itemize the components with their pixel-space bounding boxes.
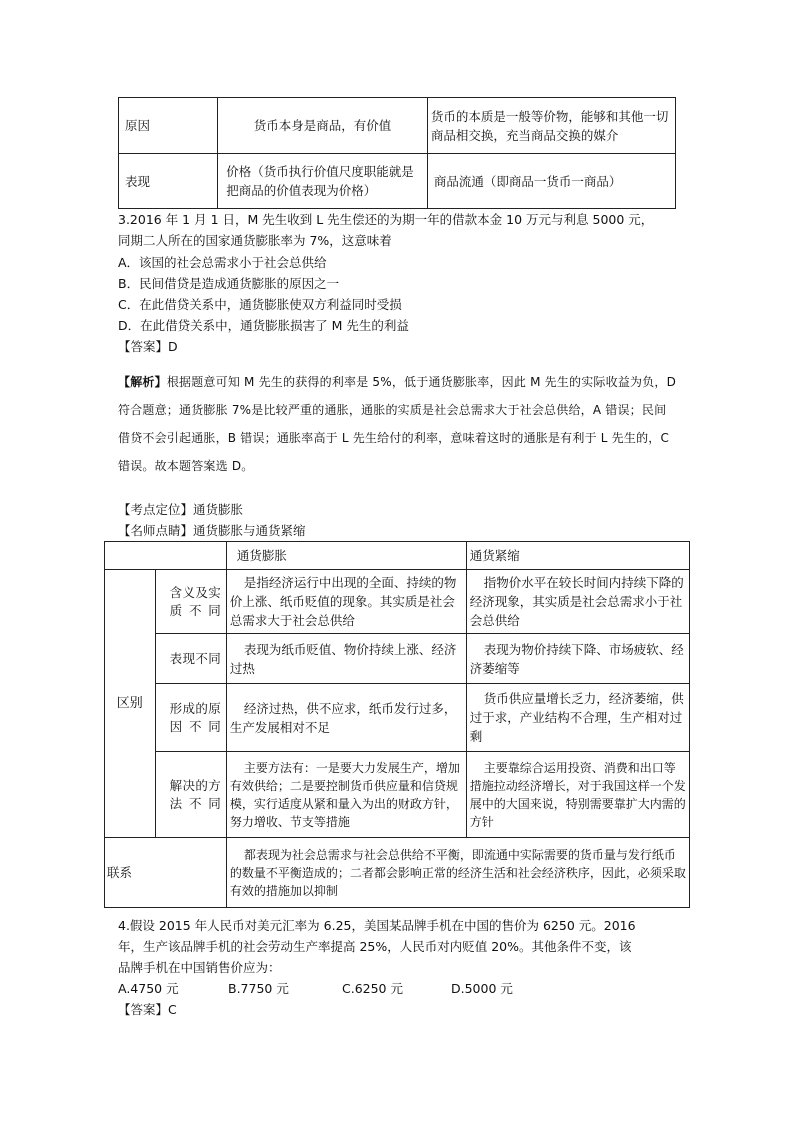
table-cell: 商品流通（即商品一货币一商品）: [427, 154, 675, 209]
option-d: D．在此借贷关系中，通货膨胀损害了 M 先生的利益: [118, 318, 409, 333]
table-cell: 价格（货币执行价值尺度职能就是把商品的价值表现为价格）: [218, 154, 428, 209]
row-label: 解决的方法不同: [155, 752, 226, 838]
table-row: [105, 838, 690, 908]
option-b: B．民间借贷是造成通货膨胀的原因之一: [118, 276, 340, 291]
answer: 【答案】D: [118, 339, 178, 354]
inflation-cell: 是指经济运行中出现的全面、持续的物价上涨、纸币贬值的现象。其实质是社会总需求大于社会总供给: [226, 570, 466, 634]
table-cell: 货币的本质是一般等价物，能够和其他一切商品相交换，充当商品交换的媒介: [427, 98, 675, 154]
deflation-cell: 货币供应量增长乏力，经济萎缩，供过于求，产业结构不合理，生产相对过剩: [466, 684, 689, 752]
inflation-cell: 主要方法有：一是要大力发展生产，增加有效供给；二是要控制货币供应量和信贷规模，实行适度从紧和量入为出的财政方针，努力增收、节支等措施: [226, 752, 466, 838]
header-blank: [105, 542, 227, 570]
table-row: [119, 154, 676, 209]
table-row: [105, 570, 690, 634]
analysis-label: 【解析】: [118, 375, 167, 389]
row-label: 表现不同: [155, 634, 226, 684]
deflation-cell: 指物价水平在较长时间内持续下降的经济现象，其实质是社会总需求小于社会总供给: [466, 570, 689, 634]
currency-comparison-table: [118, 97, 676, 209]
deflation-cell: 主要靠综合运用投资、消费和出口等措施拉动经济增长，对于我国这样一个发展中的大国来说，特别需要靠扩大内需的方针: [466, 752, 689, 838]
row-label: 原因: [119, 98, 218, 154]
mingshi-heading: 【名师点睛】通货膨胀与通货紧缩: [118, 523, 306, 538]
inflation-cell: 表现为纸币贬值、物价持续上涨、经济过热: [226, 634, 466, 684]
group-label: 区别: [105, 570, 156, 838]
option-c: C.6250 元: [342, 981, 403, 996]
header-deflation: 通货紧缩: [466, 542, 689, 570]
question-3-stem-line-1: 3.2016 年 1 月 1 日，M 先生收到 L 先生偿还的为期一年的借款本金 10 万元与利息 5000 元，: [118, 212, 654, 227]
question-4-stem-line-2: 年，生产该品牌手机的社会劳动生产率提高 25%，人民币对内贬值 20%。其他条件不变，该: [118, 939, 632, 954]
table-row: [105, 752, 690, 838]
question-3-stem-line-2: 同期二人所在的国家通货膨胀率为 7%，这意味着: [118, 233, 392, 248]
inflation-cell: 经济过热，供不应求，纸币发行过多，生产发展相对不足: [226, 684, 466, 752]
table-row: [119, 98, 676, 154]
question-4-stem-line-1: 4.假设 2015 年人民币对美元汇率为 6.25，美国某品牌手机在中国的售价为 6250 元。2016: [118, 918, 636, 933]
table-header-row: [105, 542, 690, 570]
option-b: B.7750 元: [228, 981, 289, 996]
answer: 【答案】C: [118, 1002, 177, 1017]
option-c: C．在此借贷关系中，通货膨胀使双方利益同时受损: [118, 297, 402, 312]
deflation-cell: 表现为物价持续下降、市场疲软、经济萎缩等: [466, 634, 689, 684]
table-row: [105, 684, 690, 752]
inflation-deflation-table: [104, 541, 690, 908]
option-d: D.5000 元: [451, 981, 513, 996]
row-label: 含义及实质不同: [155, 570, 226, 634]
analysis-text: 根据题意可知 M 先生的获得的利率是 5%，低于通货膨胀率，因此 M 先生的实际收益为负，D 符合题意；通货膨胀 7%是比较严重的通胀，通胀的实质是社会总需求大于社会总供给，A 错误；民间借贷不会引起通胀，B 错误；通胀率高于 L 先生给付的利率，意味着这时的通胀是有利于 L 先生的，C 错误。故本题答案选 D。: [118, 375, 677, 473]
link-text: 都表现为社会总需求与社会总供给不平衡，即流通中实际需要的货币量与发行纸币的数量不平衡造成的；二者都会影响正常的经济生活和社会经济秩序，因此，必须采取有效的措施加以抑制: [226, 838, 689, 908]
link-label: 联系: [105, 838, 227, 908]
option-a: A.4750 元: [118, 981, 179, 996]
row-label: 形成的原因不同: [155, 684, 226, 752]
kaodian-heading: 【考点定位】通货膨胀: [118, 502, 244, 517]
question-4-stem-line-3: 品牌手机在中国销售价应为：: [118, 960, 281, 975]
option-a: A．该国的社会总需求小于社会总供给: [118, 255, 327, 270]
row-label: 表现: [119, 154, 218, 209]
analysis-paragraph: [118, 368, 678, 480]
table-row: [105, 634, 690, 684]
table-cell: 货币本身是商品，有价值: [218, 98, 428, 154]
header-inflation: 通货膨胀: [226, 542, 466, 570]
